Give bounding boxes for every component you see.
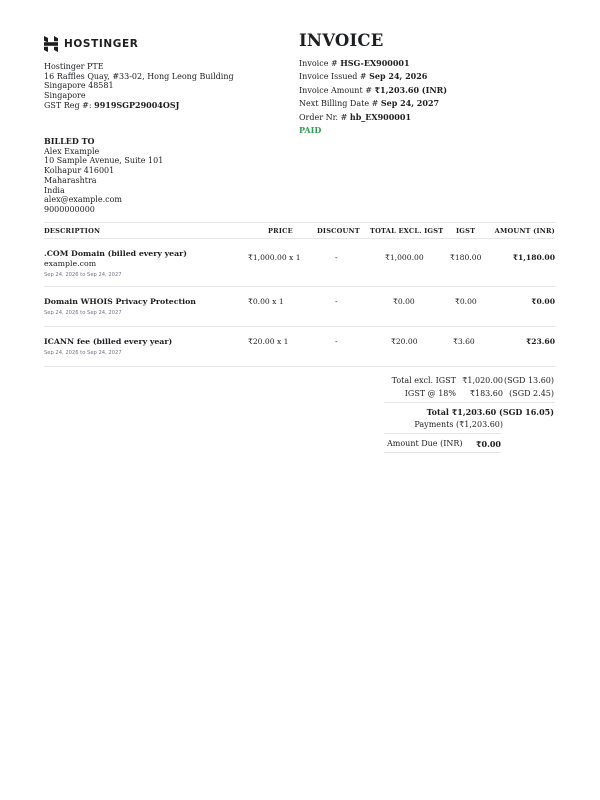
customer-country: India [44,185,65,195]
invoice-number-value: HSG-EX900001 [340,58,410,68]
col-price: PRICE [268,227,293,235]
item-amount: ₹1,180.00 [512,253,555,262]
total-excl-label: Total excl. IGST [391,376,456,385]
item-total-excl: ₹0.00 [393,297,415,306]
invoice-issued-label: Invoice Issued # [299,72,367,82]
next-billing-value: Sep 24, 2027 [380,98,440,109]
col-igst: IGST [456,227,476,235]
invoice-amount-value: ₹1,203.60 (INR) [374,84,448,95]
amount-due-bottom-divider [384,452,501,453]
seller-address-line-2: Singapore 48581 [44,81,114,91]
next-billing-label: Next Billing Date # [299,99,379,109]
status-badge: PAID [299,125,322,136]
seller-address-line-1: 16 Raffles Quay, #33-02, Hong Leong Building [44,71,234,81]
customer-email: alex@example.com [44,195,123,205]
igst-sgd: (SGD 2.45) [509,389,554,398]
item-discount: - [335,297,338,306]
item-title: Domain WHOIS Privacy Protection [44,297,196,306]
item-dates: Sep 24, 2026 to Sep 24, 2027 [44,350,122,356]
order-number-value: hb_EX900001 [349,111,412,122]
item-igst: ₹0.00 [455,297,477,306]
item-dates: Sep 24, 2026 to Sep 24, 2027 [44,272,122,278]
item-price: ₹20.00 x 1 [248,337,289,346]
igst-label: IGST @ 18% [404,389,456,398]
customer-city: Kolhapur 416001 [44,166,115,176]
item-amount: ₹23.60 [525,337,555,346]
col-discount: DISCOUNT [317,227,360,235]
invoice-amount-label: Invoice Amount # [299,85,372,95]
item-title: ICANN fee (billed every year) [44,337,173,346]
item-amount: ₹0.00 [531,297,555,306]
item-dates: Sep 24, 2026 to Sep 24, 2027 [44,310,122,316]
brand-name: HOSTINGER [64,38,139,50]
item-total-excl: ₹20.00 [391,337,418,346]
col-amount: AMOUNT (INR) [494,227,555,235]
item-title: .COM Domain (billed every year) [44,249,187,258]
invoice-issued-value: Sep 24, 2026 [369,71,428,82]
total-excl-inr: ₹1,020.00 [462,376,503,385]
invoice-number-label: Invoice # [299,59,338,68]
item-discount: - [335,337,338,346]
amount-due-top-divider [384,433,501,434]
customer-address: 10 Sample Avenue, Suite 101 [44,156,164,166]
item-subtitle: example.com [44,259,97,268]
amount-due-value: ₹0.00 [475,439,501,449]
customer-state: Maharashtra [44,175,97,185]
total-excl-sgd: (SGD 13.60) [504,376,554,385]
item-price: ₹0.00 x 1 [248,297,284,306]
item-igst: ₹180.00 [450,253,482,262]
item-total-excl: ₹1,000.00 [385,253,424,262]
grand-total: Total ₹1,203.60 (SGD 16.05) [426,407,554,417]
gst-value: 9919SGP29004OSJ [94,100,180,111]
gst-label: GST Reg #: [44,101,92,111]
item-discount: - [335,253,338,262]
item-igst: ₹3.60 [453,337,475,346]
order-number-label: Order Nr. # [299,112,348,122]
amount-due-label: Amount Due (INR) [387,439,463,448]
invoice-title: INVOICE [299,31,384,50]
igst-inr: ₹183.60 [469,389,503,398]
col-description: DESCRIPTION [44,227,101,235]
seller-name: Hostinger PTE [44,62,104,71]
customer-phone: 9000000000 [44,204,95,214]
seller-country: Singapore [44,91,86,101]
customer-name: Alex Example [44,146,100,156]
billed-to-header: BILLED TO [44,136,95,146]
item-price: ₹1,000.00 x 1 [248,253,301,262]
payments: Payments (₹1,203.60) [414,420,503,429]
col-total-excl: TOTAL EXCL. IGST [370,227,444,235]
totals-divider [384,402,555,403]
